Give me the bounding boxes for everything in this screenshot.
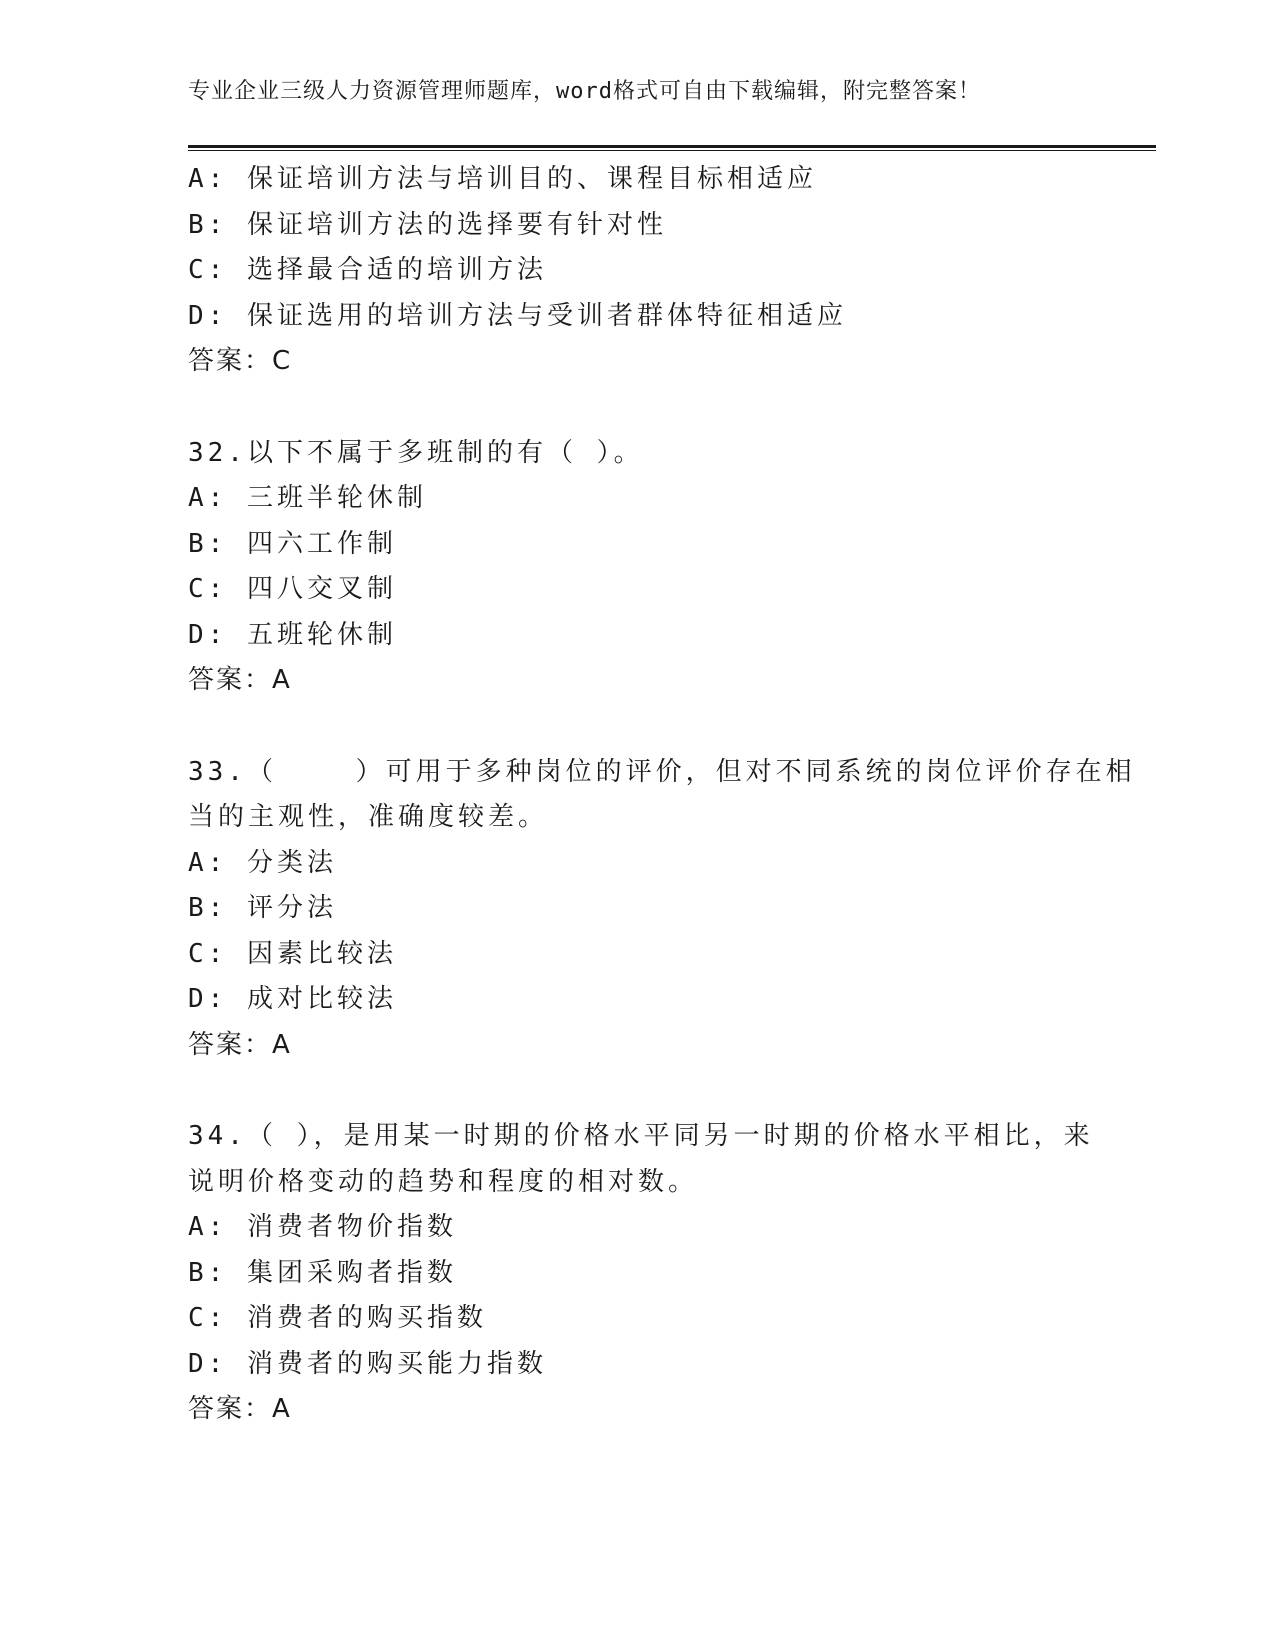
option-d: D: 保证选用的培训方法与受训者群体特征相适应 bbox=[188, 300, 847, 331]
question-stem-line-2: 当的主观性，准确度较差。 bbox=[188, 802, 549, 832]
question-34 bbox=[188, 1114, 1094, 1433]
option-c: C: 选择最合适的培训方法 bbox=[188, 255, 547, 285]
option-c: C: 消费者的购买指数 bbox=[188, 1303, 487, 1333]
spacer bbox=[188, 385, 1068, 431]
option-b: B: 保证培训方法的选择要有针对性 bbox=[188, 209, 667, 240]
header-rule-thin bbox=[188, 150, 1156, 151]
question-content bbox=[188, 157, 1136, 1433]
answer: 答案：A bbox=[188, 1029, 292, 1060]
answer: 答案：C bbox=[188, 346, 293, 376]
question-stem-line-2: 说明价格变动的趋势和程度的相对数。 bbox=[188, 1166, 699, 1197]
answer: 答案：A bbox=[188, 665, 292, 695]
question-stem: 32.以下不属于多班制的有（ ）。 bbox=[188, 437, 644, 468]
option-b: B: 集团采购者指数 bbox=[188, 1257, 457, 1288]
question-stem-line-1: 33.（ ）可用于多种岗位的评价，但对不同系统的岗位评价存在相 bbox=[188, 756, 1136, 787]
page-header: 专业企业三级人力资源管理师题库，word格式可自由下载编辑，附完整答案！ bbox=[188, 79, 981, 104]
question-stem-line-1: 34.（ ），是用某一时期的价格水平同另一时期的价格水平相比，来 bbox=[188, 1121, 1094, 1151]
spacer bbox=[188, 704, 1068, 750]
option-d: D: 五班轮休制 bbox=[188, 619, 397, 650]
header-rule-thick bbox=[188, 145, 1156, 148]
option-a: A: 保证培训方法与培训目的、课程目标相适应 bbox=[188, 164, 817, 194]
option-d: D: 成对比较法 bbox=[188, 984, 397, 1014]
question-32 bbox=[188, 431, 1068, 704]
answer: 答案：A bbox=[188, 1394, 292, 1424]
option-c: C: 因素比较法 bbox=[188, 938, 397, 969]
option-c: C: 四八交叉制 bbox=[188, 574, 397, 604]
option-b: B: 四六工作制 bbox=[188, 528, 397, 559]
spacer bbox=[188, 1068, 1068, 1114]
question-33 bbox=[188, 750, 1136, 1069]
question-31 bbox=[188, 157, 1068, 385]
option-a: A: 分类法 bbox=[188, 847, 337, 878]
option-d: D: 消费者的购买能力指数 bbox=[188, 1348, 547, 1379]
option-a: A: 三班半轮休制 bbox=[188, 483, 427, 513]
option-b: B: 评分法 bbox=[188, 893, 337, 923]
option-a: A: 消费者物价指数 bbox=[188, 1212, 457, 1242]
